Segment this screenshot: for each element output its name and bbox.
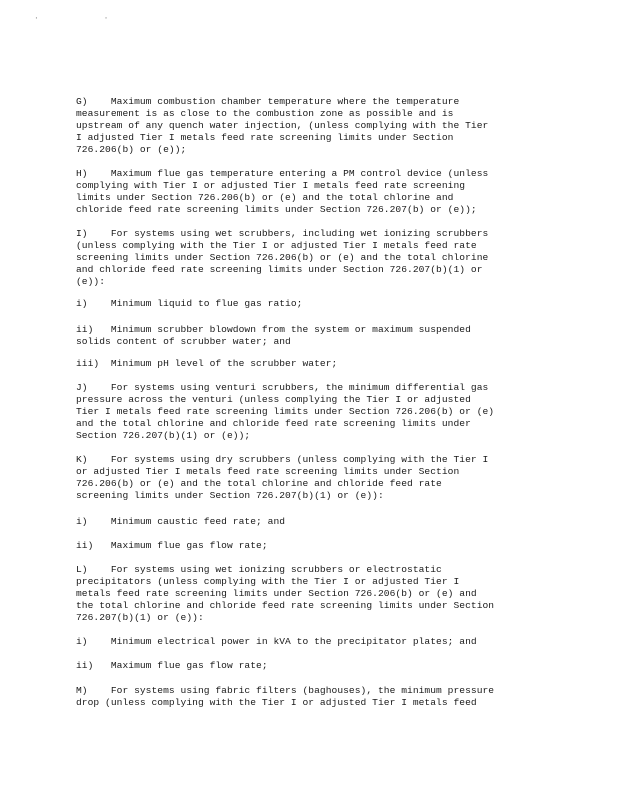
item-K-i: i) Minimum caustic feed rate; and: [76, 516, 286, 527]
paragraph-J: J) For systems using venturi scrubbers, the minimum differential gas pressure across the venturi (unless complying the Tier I or adjusted Tier I metals feed rate screening limits under Section 726.206(b) or (e) and the total chlorine and chloride feed rate screening limits under Section 726.207(b)(1) or (e));: [76, 382, 495, 441]
paragraph-H: H) Maximum flue gas temperature entering a PM control device (unless complying with Tier I or adjusted Tier I metals feed rate screening limits under Section 726.206(b) or (e) and the total chlorine and chloride feed rate screening limits under Section 726.207(b) or (e));: [76, 168, 489, 215]
paragraph-L: L) For systems using wet ionizing scrubbers or electrostatic precipitators (unless complying with the Tier I or adjusted Tier I metals feed rate screening limits under Section 726.206(b) or (e) and the total chlorine and chloride feed rate screening limits under Section 726.207(b)(1) or (e)):: [76, 564, 495, 623]
item-K-ii: ii) Maximum flue gas flow rate;: [76, 540, 268, 551]
item-I-iii: iii) Minimum pH level of the scrubber water;: [76, 358, 338, 369]
paragraph-K: K) For systems using dry scrubbers (unless complying with the Tier I or adjusted Tier I metals feed rate screening limits under Section 726.206(b) or (e) and the total chlorine and chloride feed rate screening limits under Section 726.207(b)(1) or (e)):: [76, 454, 489, 501]
paragraph-G: G) Maximum combustion chamber temperature where the temperature measurement is as close to the combustion zone as possible and is upstream of any quench water injection, (unless complying with the Tier I adjusted Tier I metals feed rate screening limits under Section 726.206(b) or (e));: [76, 96, 489, 155]
item-I-ii: ii) Minimum scrubber blowdown from the system or maximum suspended solids content of scrubber water; and: [76, 324, 471, 347]
paragraph-M: M) For systems using fabric filters (baghouses), the minimum pressure drop (unless complying with the Tier I or adjusted Tier I metals feed: [76, 685, 495, 708]
item-L-i: i) Minimum electrical power in kVA to the precipitator plates; and: [76, 636, 477, 647]
item-L-ii: ii) Maximum flue gas flow rate;: [76, 660, 268, 671]
scan-specks: · ·: [34, 14, 139, 23]
item-I-i: i) Minimum liquid to flue gas ratio;: [76, 298, 303, 309]
paragraph-I: I) For systems using wet scrubbers, including wet ionizing scrubbers (unless complying with the Tier I or adjusted Tier I metals feed rate screening limits under Section 726.206(b) or (e) and the total chlorine and chloride feed rate screening limits under Section 726.207(b)(1) or (e)):: [76, 228, 489, 287]
